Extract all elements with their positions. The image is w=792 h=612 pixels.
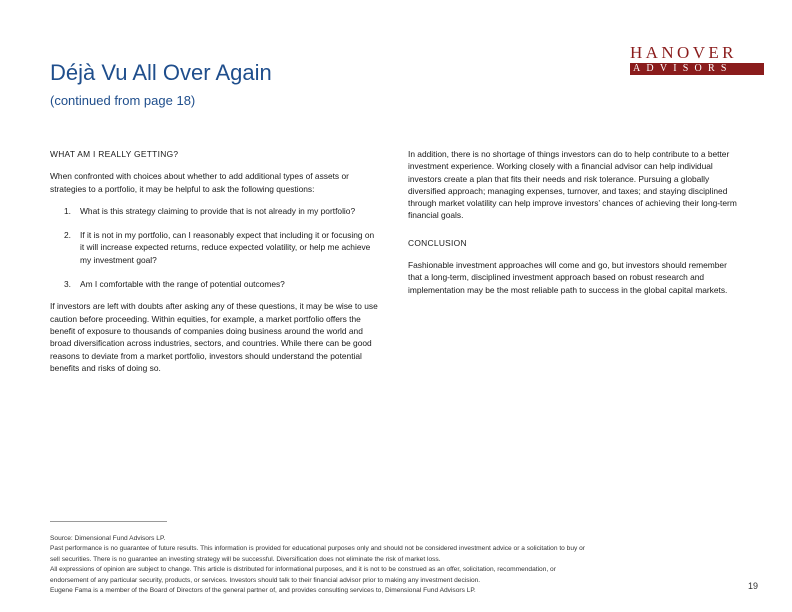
footnote-source: Source: Dimensional Fund Advisors LP. [50,535,166,542]
question-item [50,229,380,266]
left-column [50,148,380,374]
closing-paragraph: If investors are left with doubts after asking any of these questions, it may be wise to use caution before proceeding. Within equities, for example, a market portfolio offers the benefit of exposure to thousands of companies doing business around the world and broad diversification across industries, sectors, and countries. While there can be good reasons to deviate from a market portfolio, investors should understand the potential benefits and risks of doing so. [50,301,378,373]
footnotes [50,534,720,596]
questions-list [50,205,380,290]
footnote-line: Past performance is no guarantee of future results. This information is provided for educational purposes only and should not be considered investment advice or a solicitation to buy or [50,545,586,553]
hanover-advisors-logo [630,44,764,76]
logo-band [630,63,764,75]
question-number: 3. [64,279,71,290]
footnote-divider [50,521,167,522]
question-text: Am I comfortable with the range of potential outcomes? [80,279,285,290]
question-item [50,205,380,217]
conclusion-paragraph: Fashionable investment approaches will come and go, but investors should remember that a long-term, disciplined investment approach based on robust research and implementation may be the most reliable path to success in the global capital markets. [408,260,728,295]
additional-paragraph: In addition, there is no shortage of things investors can do to help contribute to a better investment experience. Working closely with a financial advisor can help individual investors create a plan that fits their needs and risk tolerance. Pursuing a globally diversified approach; managing expenses, turnover, and taxes; and staying disciplined through market volatility can help improve investors’ chances of achieving their long-term financial goals. [408,149,737,221]
section-heading-what-am-i-getting: WHAT AM I REALLY GETTING? [50,149,179,159]
intro-paragraph: When confronted with choices about whether to add additional types of assets or strategies to a portfolio, it may be helpful to ask the following questions: [50,171,349,194]
page-number: 19 [748,581,759,591]
page-title: Déjà Vu All Over Again [50,60,272,85]
logo-wordmark-top: HANOVER [630,43,737,62]
section-heading-conclusion: CONCLUSION [408,237,467,248]
page-subtitle: (continued from page 18) [50,93,196,108]
footnote-line: Eugene Fama is a member of the Board of Directors of the general partner of, and provides consulting services to, Dimensional Fund Advisors LP. [50,587,476,595]
question-text: If it is not in my portfolio, can I reasonably expect that including it or focusing on it will increase expected returns, reduce expected volatility, or help me achieve my investment goal? [80,230,375,265]
question-text: What is this strategy claiming to provide that is not already in my portfolio? [80,205,356,216]
question-item [50,278,380,290]
footnote-line: sell securities. There is no guarantee an investing strategy will be successful. Diversification does not eliminate the risk of market loss. [50,555,441,563]
footnote-line: All expressions of opinion are subject to change. This article is distributed for informational purposes, and it is not to be construed as an offer, solicitation, recommendation, or [50,566,556,574]
footnote-line: endorsement of any particular security, products, or services. Investors should talk to their financial advisor prior to making any investment decision. [50,576,481,584]
question-number: 1. [64,205,71,216]
logo-wordmark-bottom: ADVISORS [633,63,733,74]
question-number: 2. [64,230,71,241]
right-column [408,148,741,296]
